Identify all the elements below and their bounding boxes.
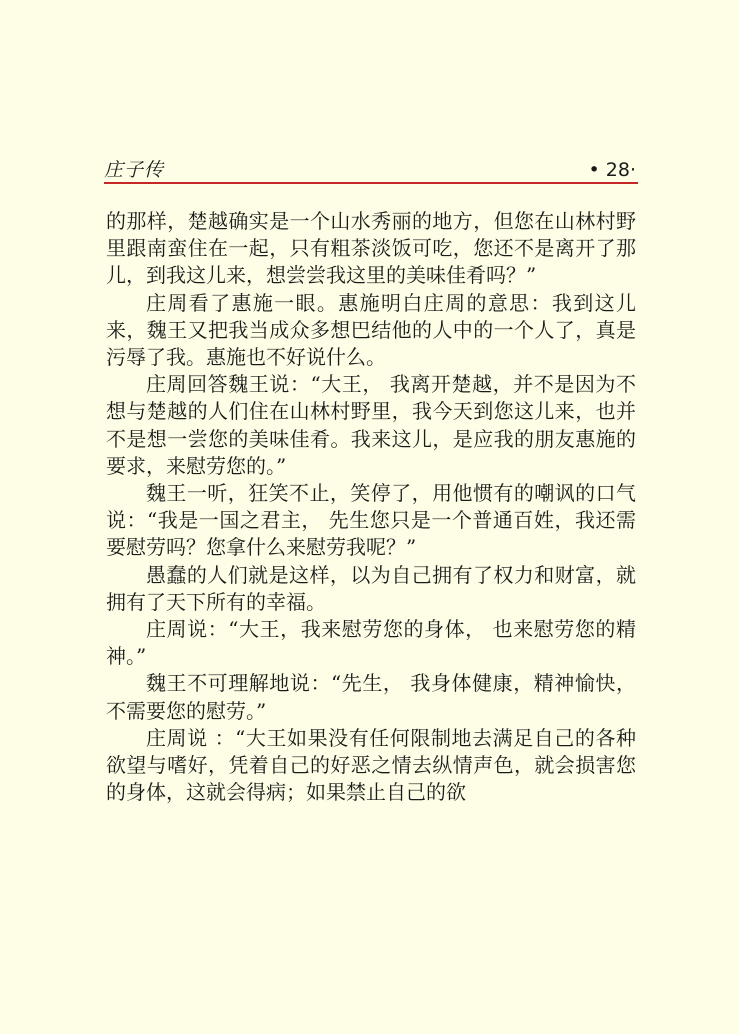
paragraph: 庄周回答魏王说：“大王， 我离开楚越，并不是因为不想与楚越的人们住在山林村野里，我今天到您这儿来，也并不是想一尝您的美味佳肴。我来这儿，是应我的朋友惠施的要求，来慰劳您的。”	[106, 372, 636, 478]
paragraph: 庄周说：“大王，我来慰劳您的身体， 也来慰劳您的精神。”	[106, 617, 636, 669]
header-rule	[104, 182, 638, 184]
paragraph: 的那样，楚越确实是一个山水秀丽的地方，但您在山林村野里跟南蛮住在一起，只有粗茶淡饭可吃，您还不是离开了那儿，到我这儿来，想尝尝我这里的美味佳肴吗？”	[106, 209, 636, 288]
body-text	[106, 208, 636, 806]
paragraph: 庄周说 ：“大王如果没有任何限制地去满足自己的各种欲望与嗜好，凭着自己的好恶之情去纵情声色，就会损害您的身体，这就会得病；如果禁止自己的欲	[106, 725, 636, 805]
paragraph: 庄周看了惠施一眼。惠施明白庄周的意思：我到这儿来，魏王又把我当成众多想巴结他的人中的一个人了，真是污辱了我。惠施也不好说什么。	[106, 290, 636, 370]
page-number: • 28·	[588, 159, 636, 181]
running-header	[104, 158, 636, 184]
paragraph: 魏王不可理解地说：“先生， 我身体健康，精神愉快，不需要您的慰劳。”	[106, 671, 636, 723]
paragraph: 魏王一听，狂笑不止，笑停了，用他惯有的嘲讽的口气说：“我是一国之君主， 先生您只是一个普通百姓，我还需要慰劳吗？您拿什么来慰劳我呢？”	[106, 481, 636, 560]
book-title: 庄子传	[104, 159, 165, 181]
paragraph: 愚蠢的人们就是这样，以为自己拥有了权力和财富，就拥有了天下所有的幸福。	[106, 562, 636, 614]
